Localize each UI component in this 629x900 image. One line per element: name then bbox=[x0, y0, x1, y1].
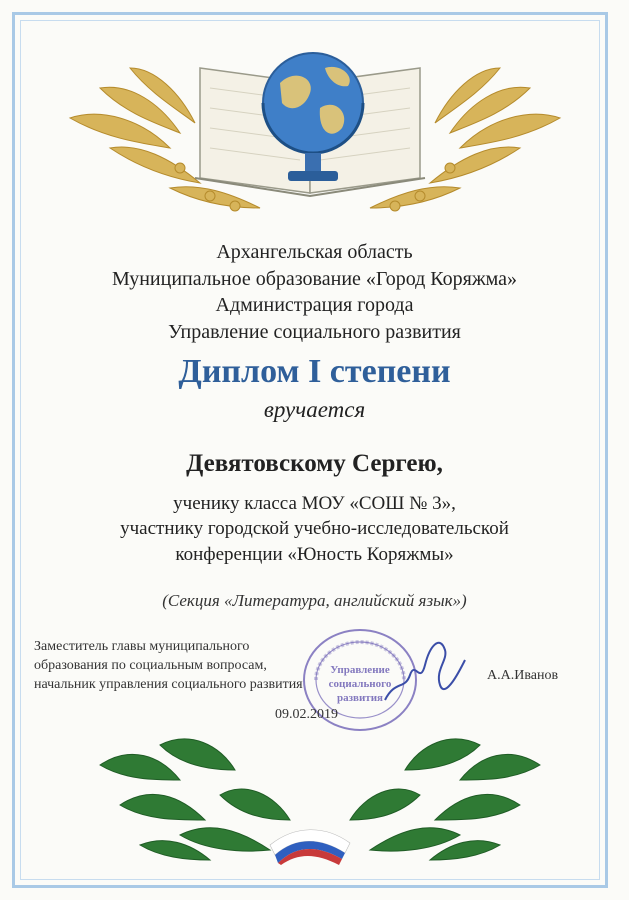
administration-heading: Администрация города bbox=[215, 294, 414, 316]
book-globe-laurel-emblem-icon bbox=[60, 28, 570, 228]
section-label: (Секция «Литература, английский язык») bbox=[162, 591, 467, 610]
signer-title-line-2: образования по социальным вопросам, bbox=[34, 658, 267, 673]
region-heading: Архангельская область bbox=[216, 241, 413, 263]
description-line-2: участнику городской учебно-исследовательской bbox=[120, 518, 509, 539]
svg-text:развития: развития bbox=[336, 692, 384, 704]
issue-date: 09.02.2019 bbox=[275, 707, 338, 722]
signer-title-line-3: начальник управления социального развития bbox=[34, 677, 303, 692]
signer-title-line-1: Заместитель главы муниципального bbox=[34, 639, 250, 654]
signer-name: А.А.Иванов bbox=[487, 668, 559, 683]
svg-text:Управление: Управление bbox=[330, 664, 390, 676]
description-line-3: конференции «Юность Коряжмы» bbox=[175, 544, 454, 565]
department-heading: Управление социального развития bbox=[168, 321, 461, 343]
recipient-name: Девятовскому Сергею, bbox=[186, 450, 443, 477]
svg-text:социального: социального bbox=[328, 678, 392, 690]
green-laurel-branches-icon bbox=[80, 725, 560, 865]
handwritten-signature-icon bbox=[380, 630, 470, 710]
awarded-text: вручается bbox=[263, 397, 366, 422]
diploma-title: Диплом I степени bbox=[178, 353, 451, 390]
description-line-1: ученику класса МОУ «СОШ № 3», bbox=[173, 493, 456, 514]
municipality-heading: Муниципальное образование «Город Коряжма» bbox=[111, 268, 518, 290]
